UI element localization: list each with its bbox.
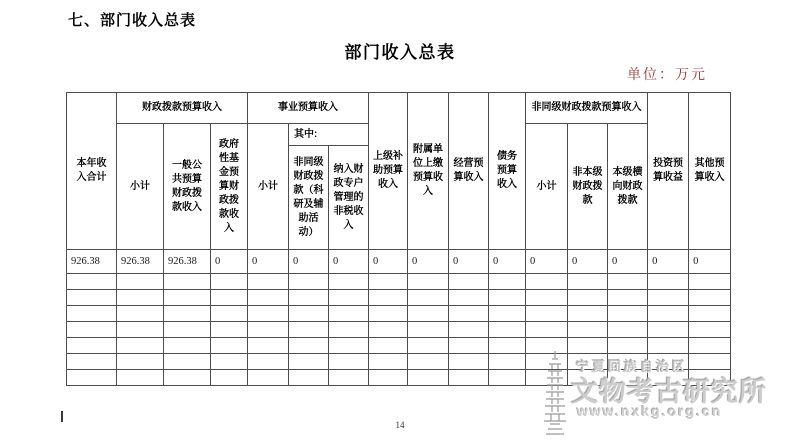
page-number: 14	[395, 420, 405, 430]
col-header-fiscal-subtotal: 小计	[117, 124, 164, 250]
empty-cell	[67, 338, 117, 354]
watermark-org-name: 文物考古研究所	[571, 377, 767, 407]
empty-cell	[248, 274, 289, 290]
col-header-operation-non-same-level: 非同级财政拨款（科研及辅助活动）	[289, 146, 329, 250]
table-row	[67, 322, 731, 338]
empty-cell	[67, 354, 117, 370]
empty-cell	[164, 306, 211, 322]
empty-cell	[449, 322, 489, 338]
empty-cell	[526, 274, 568, 290]
data-cell: 0	[449, 250, 489, 274]
table-row	[67, 306, 731, 322]
watermark-region-text: 宁夏回族自治区	[576, 359, 689, 374]
empty-cell	[211, 290, 248, 306]
empty-cell	[329, 322, 369, 338]
empty-cell	[526, 370, 568, 386]
empty-cell	[689, 306, 731, 322]
empty-cell	[369, 306, 408, 322]
empty-cell	[329, 354, 369, 370]
empty-cell	[689, 322, 731, 338]
data-cell: 0	[408, 250, 449, 274]
empty-cell	[489, 306, 526, 322]
empty-cell	[449, 274, 489, 290]
empty-cell	[329, 370, 369, 386]
empty-cell	[248, 306, 289, 322]
empty-cell	[526, 290, 568, 306]
page-title: 部门收入总表	[344, 43, 456, 62]
empty-cell	[449, 370, 489, 386]
col-header-nsl-horizontal: 本级横向财政拨款	[608, 124, 648, 250]
empty-cell	[648, 274, 689, 290]
table-row	[67, 338, 731, 354]
empty-cell	[608, 290, 648, 306]
empty-cell	[648, 306, 689, 322]
group-header-fiscal-appropriation: 财政拨款预算收入	[117, 93, 248, 124]
empty-cell	[211, 322, 248, 338]
empty-cell	[489, 354, 526, 370]
empty-cell	[408, 306, 449, 322]
empty-cell	[489, 322, 526, 338]
empty-cell	[369, 274, 408, 290]
empty-cell	[369, 370, 408, 386]
group-header-non-same-level: 非同级财政拨款预算收入	[526, 93, 648, 124]
empty-cell	[489, 370, 526, 386]
empty-cell	[449, 354, 489, 370]
empty-cell	[568, 322, 608, 338]
empty-cell	[211, 370, 248, 386]
empty-cell	[489, 274, 526, 290]
data-cell: 0	[489, 250, 526, 274]
empty-cell	[526, 322, 568, 338]
text-cursor	[61, 411, 63, 422]
empty-cell	[67, 274, 117, 290]
empty-cell	[117, 290, 164, 306]
data-cell: 0	[689, 250, 731, 274]
empty-cell	[689, 370, 731, 386]
empty-cell	[289, 274, 329, 290]
col-header-total-income: 本年收入合计	[67, 93, 117, 250]
col-header-other-income: 其他预算收入	[689, 93, 731, 250]
empty-cell	[369, 290, 408, 306]
col-header-superior-subsidy: 上级补助预算收入	[369, 93, 408, 250]
empty-cell	[689, 338, 731, 354]
empty-cell	[67, 322, 117, 338]
data-cell: 0	[526, 250, 568, 274]
empty-cell	[449, 338, 489, 354]
data-cell: 0	[289, 250, 329, 274]
empty-cell	[329, 306, 369, 322]
col-header-fiscal-gov-fund: 政府性基金预算财政拨款收入	[211, 124, 248, 250]
col-header-operation-non-tax: 纳入财政专户管理的非税收入	[329, 146, 369, 250]
empty-cell	[489, 338, 526, 354]
empty-cell	[608, 274, 648, 290]
empty-cell	[289, 338, 329, 354]
empty-cell	[449, 290, 489, 306]
empty-cell	[608, 306, 648, 322]
empty-cell	[526, 306, 568, 322]
empty-cell	[164, 370, 211, 386]
table-row	[67, 370, 731, 386]
empty-cell	[369, 322, 408, 338]
empty-cell	[164, 274, 211, 290]
empty-cell	[568, 354, 608, 370]
watermark-url: www.nxkg.org.cn	[577, 403, 723, 419]
empty-cell	[329, 338, 369, 354]
empty-cell	[408, 338, 449, 354]
table-row	[67, 274, 731, 290]
empty-cell	[117, 354, 164, 370]
data-cell: 926.38	[164, 250, 211, 274]
col-header-affiliated-units: 附属单位上缴预算收入	[408, 93, 449, 250]
col-header-investment-income: 投资预算收益	[648, 93, 689, 250]
empty-cell	[526, 354, 568, 370]
data-cell: 926.38	[67, 250, 117, 274]
group-header-operation-budget: 事业预算收入	[248, 93, 369, 124]
data-cell: 0	[568, 250, 608, 274]
empty-cell	[329, 274, 369, 290]
empty-cell	[289, 322, 329, 338]
empty-cell	[211, 338, 248, 354]
empty-cell	[568, 274, 608, 290]
col-header-fiscal-general: 一般公共预算财政拨款收入	[164, 124, 211, 250]
empty-cell	[648, 370, 689, 386]
empty-cell	[568, 338, 608, 354]
col-header-operation-subtotal: 小计	[248, 124, 289, 250]
empty-cell	[408, 322, 449, 338]
empty-cell	[211, 306, 248, 322]
empty-cell	[289, 290, 329, 306]
col-header-nsl-non-local: 非本级财政拨款	[568, 124, 608, 250]
empty-cell	[689, 354, 731, 370]
empty-cell	[164, 322, 211, 338]
empty-cell	[164, 338, 211, 354]
empty-cell	[289, 354, 329, 370]
empty-cell	[689, 274, 731, 290]
data-cell: 926.38	[117, 250, 164, 274]
data-cell: 0	[211, 250, 248, 274]
col-header-nsl-subtotal: 小计	[526, 124, 568, 250]
empty-cell	[526, 338, 568, 354]
section-heading: 七、部门收入总表	[68, 12, 197, 29]
empty-cell	[248, 290, 289, 306]
empty-cell	[248, 338, 289, 354]
data-cell: 0	[369, 250, 408, 274]
table-row	[67, 290, 731, 306]
empty-cell	[608, 354, 648, 370]
data-cell: 0	[248, 250, 289, 274]
empty-cell	[489, 290, 526, 306]
empty-cell	[211, 354, 248, 370]
empty-cell	[408, 274, 449, 290]
table-row	[67, 354, 731, 370]
empty-cell	[608, 338, 648, 354]
empty-cell	[608, 370, 648, 386]
empty-cell	[648, 354, 689, 370]
empty-cell	[248, 322, 289, 338]
empty-cell	[289, 370, 329, 386]
empty-cell	[289, 306, 329, 322]
empty-cell	[449, 306, 489, 322]
data-cell: 0	[608, 250, 648, 274]
empty-cell	[648, 338, 689, 354]
col-header-business-income: 经营预算收入	[449, 93, 489, 250]
empty-cell	[117, 306, 164, 322]
empty-cell	[408, 290, 449, 306]
empty-cell	[369, 338, 408, 354]
unit-label: 单位：万元	[627, 66, 707, 82]
table-row	[67, 250, 731, 274]
empty-cell	[117, 274, 164, 290]
empty-cell	[164, 290, 211, 306]
empty-cell	[568, 290, 608, 306]
income-summary-table	[66, 92, 731, 386]
empty-cell	[408, 354, 449, 370]
empty-cell	[67, 306, 117, 322]
col-header-among: 其中:	[289, 124, 369, 146]
empty-cell	[568, 306, 608, 322]
empty-cell	[67, 290, 117, 306]
data-cell: 0	[329, 250, 369, 274]
empty-cell	[211, 274, 248, 290]
empty-cell	[648, 290, 689, 306]
empty-cell	[164, 354, 211, 370]
empty-cell	[117, 338, 164, 354]
empty-cell	[689, 290, 731, 306]
empty-cell	[568, 370, 608, 386]
empty-cell	[329, 290, 369, 306]
empty-cell	[608, 322, 648, 338]
data-cell: 0	[648, 250, 689, 274]
empty-cell	[648, 322, 689, 338]
empty-cell	[248, 370, 289, 386]
empty-cell	[117, 370, 164, 386]
empty-cell	[408, 370, 449, 386]
empty-cell	[369, 354, 408, 370]
col-header-debt-income: 债务预算收入	[489, 93, 526, 250]
empty-cell	[67, 370, 117, 386]
empty-cell	[117, 322, 164, 338]
empty-cell	[248, 354, 289, 370]
